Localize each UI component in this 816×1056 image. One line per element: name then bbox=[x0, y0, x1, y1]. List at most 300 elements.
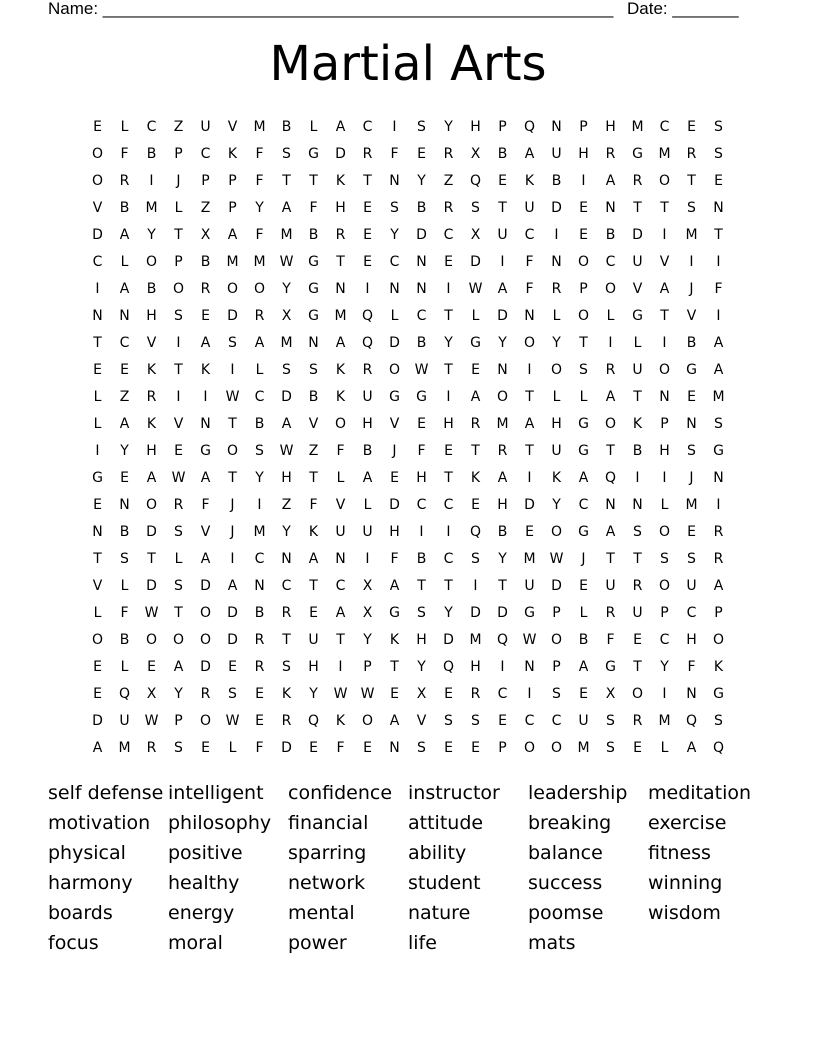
grid-letter: O bbox=[604, 415, 617, 432]
grid-letter: A bbox=[335, 334, 346, 351]
grid-letter: L bbox=[471, 307, 480, 324]
grid-letter: R bbox=[686, 145, 697, 162]
word-list-item: nature bbox=[408, 902, 471, 924]
grid-letter: N bbox=[335, 550, 346, 567]
grid-letter: H bbox=[686, 631, 697, 648]
grid-letter: M bbox=[685, 226, 698, 243]
grid-letter: X bbox=[146, 685, 157, 702]
grid-letter: O bbox=[253, 280, 266, 297]
word-list bbox=[48, 778, 768, 958]
grid-letter: D bbox=[443, 631, 454, 648]
grid-letter: A bbox=[470, 388, 481, 405]
grid-letter: I bbox=[365, 550, 370, 567]
grid-letter: D bbox=[335, 145, 346, 162]
grid-letter: O bbox=[91, 172, 104, 189]
grid-letter: Q bbox=[442, 658, 455, 675]
grid-letter: I bbox=[608, 334, 613, 351]
word-list-item: winning bbox=[648, 872, 723, 894]
grid-letter: W bbox=[279, 253, 294, 270]
grid-letter: L bbox=[660, 496, 669, 513]
grid-letter: Z bbox=[308, 442, 319, 459]
grid-letter: Q bbox=[469, 172, 482, 189]
grid-letter: A bbox=[200, 334, 211, 351]
grid-letter: N bbox=[200, 415, 211, 432]
grid-letter: M bbox=[469, 631, 482, 648]
grid-letter: S bbox=[390, 199, 399, 216]
grid-letter: B bbox=[551, 172, 562, 189]
grid-letter: P bbox=[660, 604, 669, 621]
grid-letter: K bbox=[713, 658, 724, 675]
grid-letter: V bbox=[200, 523, 211, 540]
word-list-item: mats bbox=[528, 932, 576, 954]
grid-letter: R bbox=[551, 280, 562, 297]
grid-letter: J bbox=[581, 550, 586, 567]
grid-letter: E bbox=[93, 118, 102, 135]
grid-letter: O bbox=[361, 712, 374, 729]
word-list-item: motivation bbox=[48, 812, 151, 834]
grid-letter: B bbox=[308, 388, 319, 405]
grid-letter: F bbox=[201, 496, 210, 513]
word-list-item: meditation bbox=[648, 782, 752, 804]
grid-letter: C bbox=[578, 496, 589, 513]
grid-letter: I bbox=[581, 172, 586, 189]
grid-letter: L bbox=[120, 118, 129, 135]
grid-letter: S bbox=[714, 118, 723, 135]
grid-letter: I bbox=[392, 118, 397, 135]
grid-letter: T bbox=[228, 415, 237, 432]
word-list-item: poomse bbox=[528, 902, 604, 924]
grid-letter: Y bbox=[147, 226, 156, 243]
grid-letter: T bbox=[633, 550, 642, 567]
grid-letter: W bbox=[225, 388, 240, 405]
grid-letter: P bbox=[174, 145, 183, 162]
grid-letter: M bbox=[334, 307, 347, 324]
grid-letter: V bbox=[659, 253, 670, 270]
grid-letter: X bbox=[362, 604, 373, 621]
grid-letter: S bbox=[228, 685, 237, 702]
grid-letter: E bbox=[498, 172, 507, 189]
grid-letter: A bbox=[713, 361, 724, 378]
grid-letter: Y bbox=[417, 658, 426, 675]
grid-letter: D bbox=[497, 604, 508, 621]
grid-letter: X bbox=[470, 226, 481, 243]
grid-letter: O bbox=[145, 631, 158, 648]
grid-letter: E bbox=[633, 739, 642, 756]
grid-letter: V bbox=[173, 415, 184, 432]
grid-letter: D bbox=[146, 577, 157, 594]
grid-letter: S bbox=[417, 739, 426, 756]
grid-letter: E bbox=[444, 442, 453, 459]
grid-letter: C bbox=[605, 253, 616, 270]
grid-letter: Q bbox=[604, 469, 617, 486]
grid-letter: K bbox=[146, 415, 157, 432]
grid-letter: E bbox=[714, 172, 723, 189]
word-list-item: leadership bbox=[528, 782, 628, 804]
grid-letter: E bbox=[633, 631, 642, 648]
grid-letter: R bbox=[713, 550, 724, 567]
grid-letter: P bbox=[363, 658, 372, 675]
grid-letter: C bbox=[443, 226, 454, 243]
grid-letter: W bbox=[414, 361, 429, 378]
grid-letter: F bbox=[309, 496, 318, 513]
grid-letter: M bbox=[631, 118, 644, 135]
grid-letter: A bbox=[281, 415, 292, 432]
grid-letter: T bbox=[444, 307, 453, 324]
grid-letter: U bbox=[686, 577, 697, 594]
grid-letter: P bbox=[714, 604, 723, 621]
grid-letter: K bbox=[146, 361, 157, 378]
grid-letter: G bbox=[686, 361, 697, 378]
grid-letter: A bbox=[173, 658, 184, 675]
grid-letter: V bbox=[686, 307, 697, 324]
grid-letter: K bbox=[335, 712, 346, 729]
grid-letter: K bbox=[200, 361, 211, 378]
grid-letter: I bbox=[230, 361, 235, 378]
grid-letter: U bbox=[578, 712, 589, 729]
word-list-item: life bbox=[408, 932, 437, 954]
grid-letter: E bbox=[687, 388, 696, 405]
grid-letter: O bbox=[145, 496, 158, 513]
grid-letter: B bbox=[146, 280, 157, 297]
grid-letter: O bbox=[91, 631, 104, 648]
grid-letter: L bbox=[363, 496, 372, 513]
grid-letter: A bbox=[200, 550, 211, 567]
grid-letter: V bbox=[335, 496, 346, 513]
grid-letter: I bbox=[230, 550, 235, 567]
grid-letter: F bbox=[255, 226, 264, 243]
grid-letter: H bbox=[308, 658, 319, 675]
grid-letter: R bbox=[605, 145, 616, 162]
grid-letter: H bbox=[335, 199, 346, 216]
grid-letter: S bbox=[579, 361, 588, 378]
grid-letter: S bbox=[417, 118, 426, 135]
grid-letter: J bbox=[176, 172, 181, 189]
grid-letter: E bbox=[120, 361, 129, 378]
grid-letter: Y bbox=[498, 550, 507, 567]
grid-letter: G bbox=[389, 604, 400, 621]
grid-letter: I bbox=[446, 388, 451, 405]
grid-letter: W bbox=[549, 550, 564, 567]
grid-letter: D bbox=[146, 523, 157, 540]
grid-letter: T bbox=[174, 226, 183, 243]
grid-letter: B bbox=[416, 199, 427, 216]
grid-letter: K bbox=[470, 469, 481, 486]
grid-letter: K bbox=[308, 523, 319, 540]
grid-letter: I bbox=[203, 388, 208, 405]
grid-letter: O bbox=[658, 172, 671, 189]
grid-letter: S bbox=[174, 739, 183, 756]
grid-letter: I bbox=[635, 469, 640, 486]
grid-letter: R bbox=[146, 388, 157, 405]
grid-letter: C bbox=[389, 253, 400, 270]
grid-letter: V bbox=[308, 415, 319, 432]
grid-letter: R bbox=[632, 577, 643, 594]
grid-letter: R bbox=[605, 604, 616, 621]
grid-letter: V bbox=[92, 577, 103, 594]
grid-letter: Z bbox=[281, 496, 292, 513]
grid-letter: B bbox=[632, 442, 643, 459]
grid-letter: S bbox=[471, 712, 480, 729]
grid-letter: L bbox=[633, 334, 642, 351]
grid-letter: I bbox=[554, 226, 559, 243]
grid-letter: X bbox=[470, 145, 481, 162]
grid-letter: E bbox=[201, 739, 210, 756]
grid-letter: C bbox=[686, 604, 697, 621]
grid-letter: Y bbox=[444, 118, 453, 135]
word-list-item: focus bbox=[48, 932, 99, 954]
grid-letter: O bbox=[334, 415, 347, 432]
grid-letter: V bbox=[227, 118, 238, 135]
grid-letter: B bbox=[308, 226, 319, 243]
grid-letter: E bbox=[471, 739, 480, 756]
word-list-item: boards bbox=[48, 902, 113, 924]
grid-letter: T bbox=[660, 199, 669, 216]
grid-letter: N bbox=[389, 739, 400, 756]
grid-letter: C bbox=[200, 145, 211, 162]
grid-letter: M bbox=[658, 712, 671, 729]
grid-letter: E bbox=[120, 469, 129, 486]
grid-letter: T bbox=[336, 253, 345, 270]
page-title: Martial Arts bbox=[269, 36, 547, 92]
grid-letter: C bbox=[254, 388, 265, 405]
grid-letter: R bbox=[254, 658, 265, 675]
grid-letter: O bbox=[226, 280, 239, 297]
grid-letter: T bbox=[606, 442, 615, 459]
word-list-item: fitness bbox=[648, 842, 711, 864]
grid-letter: Y bbox=[309, 685, 318, 702]
grid-letter: T bbox=[525, 388, 534, 405]
grid-letter: T bbox=[633, 388, 642, 405]
grid-letter: N bbox=[713, 199, 724, 216]
grid-letter: E bbox=[579, 199, 588, 216]
grid-letter: T bbox=[714, 226, 723, 243]
grid-letter: R bbox=[443, 145, 454, 162]
grid-letter: C bbox=[362, 118, 373, 135]
grid-letter: I bbox=[257, 496, 262, 513]
grid-letter: O bbox=[550, 739, 563, 756]
grid-letter: D bbox=[524, 496, 535, 513]
grid-letter: O bbox=[172, 631, 185, 648]
grid-letter: U bbox=[632, 361, 643, 378]
grid-letter: Q bbox=[118, 685, 131, 702]
grid-letter: I bbox=[527, 361, 532, 378]
grid-letter: T bbox=[687, 172, 696, 189]
grid-letter: I bbox=[176, 334, 181, 351]
grid-letter: O bbox=[577, 253, 590, 270]
grid-letter: R bbox=[713, 523, 724, 540]
grid-letter: E bbox=[147, 658, 156, 675]
grid-letter: U bbox=[119, 712, 130, 729]
grid-letter: C bbox=[443, 550, 454, 567]
grid-letter: A bbox=[389, 577, 400, 594]
grid-letter: S bbox=[714, 415, 723, 432]
grid-letter: R bbox=[470, 685, 481, 702]
grid-letter: G bbox=[416, 388, 427, 405]
grid-letter: N bbox=[524, 658, 535, 675]
grid-letter: Q bbox=[361, 334, 374, 351]
grid-letter: D bbox=[227, 307, 238, 324]
grid-letter: U bbox=[551, 145, 562, 162]
grid-letter: E bbox=[498, 712, 507, 729]
grid-letter: D bbox=[200, 658, 211, 675]
grid-letter: I bbox=[527, 685, 532, 702]
grid-letter: G bbox=[200, 442, 211, 459]
grid-letter: D bbox=[281, 388, 292, 405]
grid-letter: H bbox=[389, 523, 400, 540]
grid-letter: P bbox=[201, 172, 210, 189]
grid-letter: Q bbox=[361, 307, 374, 324]
word-list-item: balance bbox=[528, 842, 603, 864]
grid-letter: T bbox=[174, 361, 183, 378]
grid-letter: O bbox=[172, 280, 185, 297]
word-list-item: student bbox=[408, 872, 481, 894]
word-list-item: moral bbox=[168, 932, 223, 954]
grid-letter: M bbox=[280, 226, 293, 243]
grid-letter: P bbox=[228, 199, 237, 216]
grid-letter: A bbox=[92, 739, 103, 756]
grid-letter: R bbox=[362, 145, 373, 162]
grid-letter: H bbox=[497, 496, 508, 513]
grid-letter: P bbox=[552, 604, 561, 621]
grid-letter: I bbox=[662, 469, 667, 486]
grid-letter: S bbox=[174, 577, 183, 594]
grid-letter: J bbox=[230, 496, 235, 513]
grid-letter: N bbox=[254, 577, 265, 594]
grid-letter: A bbox=[119, 226, 130, 243]
grid-letter: O bbox=[199, 604, 212, 621]
grid-letter: I bbox=[446, 280, 451, 297]
grid-letter: E bbox=[687, 523, 696, 540]
grid-letter: E bbox=[444, 685, 453, 702]
grid-letter: S bbox=[255, 442, 264, 459]
grid-letter: K bbox=[335, 172, 346, 189]
grid-letter: S bbox=[174, 523, 183, 540]
word-list-item: attitude bbox=[408, 812, 484, 834]
grid-letter: Y bbox=[282, 523, 291, 540]
grid-letter: N bbox=[605, 496, 616, 513]
grid-letter: L bbox=[120, 253, 129, 270]
grid-letter: E bbox=[309, 604, 318, 621]
grid-letter: C bbox=[659, 118, 670, 135]
grid-letter: D bbox=[416, 226, 427, 243]
grid-letter: G bbox=[524, 604, 535, 621]
grid-letter: W bbox=[333, 685, 348, 702]
grid-letter: E bbox=[93, 361, 102, 378]
grid-letter: F bbox=[687, 658, 696, 675]
grid-letter: R bbox=[173, 496, 184, 513]
grid-letter: F bbox=[390, 145, 399, 162]
grid-letter: T bbox=[174, 604, 183, 621]
grid-letter: R bbox=[281, 604, 292, 621]
grid-letter: S bbox=[687, 199, 696, 216]
grid-letter: I bbox=[149, 172, 154, 189]
grid-letter: R bbox=[254, 307, 265, 324]
grid-letter: I bbox=[662, 334, 667, 351]
grid-letter: Q bbox=[469, 523, 482, 540]
grid-letter: L bbox=[552, 388, 561, 405]
grid-letter: R bbox=[200, 280, 211, 297]
grid-letter: S bbox=[417, 604, 426, 621]
grid-letter: S bbox=[228, 334, 237, 351]
grid-letter: X bbox=[200, 226, 211, 243]
grid-letter: K bbox=[227, 145, 238, 162]
grid-letter: K bbox=[551, 469, 562, 486]
grid-letter: F bbox=[255, 145, 264, 162]
grid-letter: C bbox=[281, 577, 292, 594]
grid-letter: F bbox=[525, 253, 534, 270]
grid-letter: N bbox=[497, 361, 508, 378]
grid-letter: T bbox=[336, 631, 345, 648]
grid-letter: L bbox=[660, 739, 669, 756]
word-list-item: philosophy bbox=[168, 812, 272, 834]
grid-letter: M bbox=[253, 118, 266, 135]
grid-letter: L bbox=[606, 307, 615, 324]
word-list-item: energy bbox=[168, 902, 235, 924]
grid-letter: H bbox=[146, 442, 157, 459]
grid-letter: T bbox=[309, 172, 318, 189]
grid-letter: R bbox=[335, 226, 346, 243]
grid-letter: O bbox=[226, 442, 239, 459]
grid-letter: W bbox=[225, 712, 240, 729]
grid-letter: Y bbox=[444, 334, 453, 351]
grid-letter: O bbox=[712, 631, 725, 648]
grid-letter: A bbox=[119, 415, 130, 432]
grid-letter: T bbox=[660, 307, 669, 324]
letter-grid bbox=[84, 113, 732, 761]
grid-letter: B bbox=[578, 631, 589, 648]
grid-letter: C bbox=[659, 631, 670, 648]
grid-letter: S bbox=[606, 739, 615, 756]
grid-letter: G bbox=[578, 442, 589, 459]
grid-letter: O bbox=[523, 739, 536, 756]
grid-letter: O bbox=[604, 280, 617, 297]
grid-letter: N bbox=[632, 496, 643, 513]
grid-letter: J bbox=[689, 469, 694, 486]
grid-letter: T bbox=[498, 199, 507, 216]
grid-letter: D bbox=[389, 496, 400, 513]
grid-letter: O bbox=[199, 712, 212, 729]
grid-letter: Y bbox=[174, 685, 183, 702]
grid-letter: O bbox=[199, 631, 212, 648]
grid-letter: U bbox=[632, 604, 643, 621]
grid-letter: G bbox=[92, 469, 103, 486]
grid-letter: I bbox=[365, 280, 370, 297]
grid-letter: C bbox=[416, 496, 427, 513]
grid-letter: G bbox=[605, 658, 616, 675]
grid-letter: E bbox=[417, 145, 426, 162]
grid-letter: A bbox=[713, 577, 724, 594]
grid-letter: R bbox=[281, 712, 292, 729]
grid-letter: S bbox=[714, 145, 723, 162]
grid-letter: L bbox=[309, 118, 318, 135]
grid-letter: D bbox=[470, 604, 481, 621]
grid-letter: M bbox=[496, 415, 509, 432]
grid-letter: E bbox=[363, 226, 372, 243]
grid-letter: N bbox=[416, 280, 427, 297]
grid-letter: A bbox=[578, 658, 589, 675]
grid-letter: V bbox=[632, 280, 643, 297]
grid-letter: S bbox=[309, 361, 318, 378]
grid-letter: I bbox=[95, 442, 100, 459]
grid-letter: A bbox=[227, 226, 238, 243]
grid-letter: B bbox=[686, 334, 697, 351]
grid-letter: A bbox=[281, 199, 292, 216]
grid-letter: C bbox=[119, 334, 130, 351]
grid-letter: N bbox=[713, 469, 724, 486]
grid-letter: M bbox=[145, 199, 158, 216]
grid-letter: H bbox=[470, 658, 481, 675]
grid-letter: G bbox=[308, 307, 319, 324]
